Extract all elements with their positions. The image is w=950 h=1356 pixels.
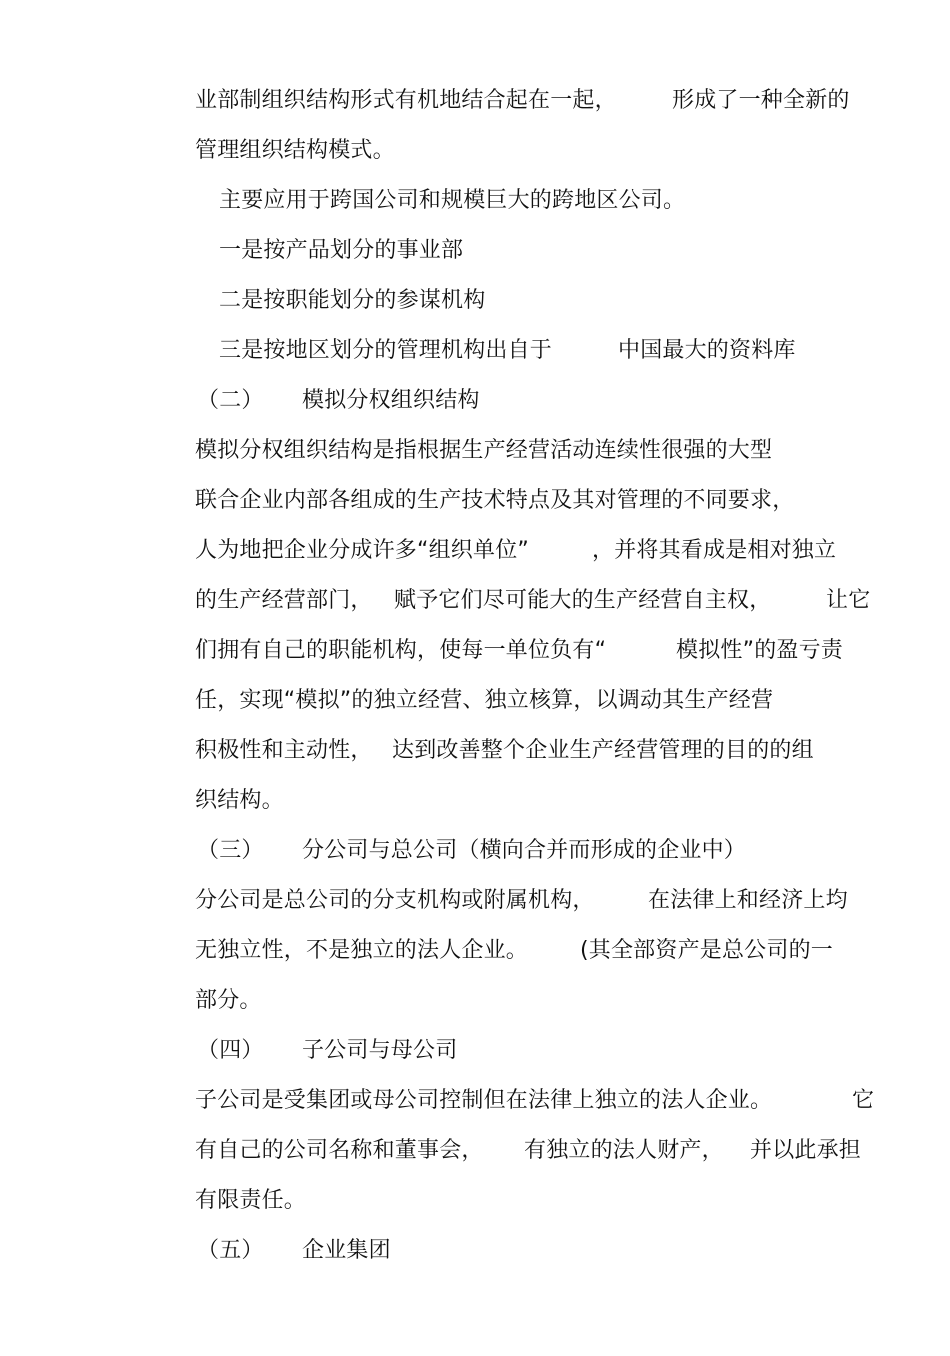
- text-segment: 赋予它们尽可能大的生产经营自主权，: [394, 588, 772, 613]
- text-segment: 模拟分权组织结构是指根据生产经营活动连续性很强的大型: [195, 438, 773, 463]
- text-segment: 管理组织结构模式。: [195, 138, 395, 163]
- section-title: 模拟分权组织结构: [302, 388, 480, 413]
- text-segment: 织结构。: [195, 788, 284, 813]
- text-segment: 并以此承担: [750, 1138, 862, 1163]
- text-segment: 有独立的法人财产，: [524, 1138, 724, 1163]
- text-segment: 无独立性，不是独立的法人企业。: [195, 938, 529, 963]
- text-segment: (其全部资产是总公司的一: [580, 938, 833, 963]
- text-segment: 子公司是受集团或母公司控制但在法律上独立的法人企业。: [195, 1088, 773, 1113]
- section-title: 企业集团: [302, 1238, 391, 1263]
- text-segment: 部分。: [195, 988, 262, 1013]
- section-number: （二）: [197, 388, 264, 413]
- text-segment: 分公司是总公司的分支机构或附属机构，: [195, 888, 595, 913]
- text-segment: 有限责任。: [195, 1188, 307, 1213]
- section-title: 分公司与总公司（横向合并而形成的企业中）: [302, 838, 747, 863]
- text-segment: 模拟性”的盈亏责: [676, 638, 843, 663]
- text-segment: 形成了一种全新的: [672, 88, 850, 113]
- text-segment: ，并将其看成是相对独立: [592, 538, 837, 563]
- text-segment: 有自己的公司名称和董事会，: [195, 1138, 484, 1163]
- text-segment: 积极性和主动性，: [195, 738, 373, 763]
- section-title: 子公司与母公司: [302, 1038, 458, 1063]
- section-number: （三）: [197, 838, 264, 863]
- text-segment: 任，实现“模拟”的独立经营、独立核算，以调动其生产经营: [195, 688, 774, 713]
- text-segment: 联合企业内部各组成的生产技术特点及其对管理的不同要求，: [195, 488, 795, 513]
- section-number: （四）: [197, 1038, 264, 1063]
- section-number: （五）: [197, 1238, 264, 1263]
- text-segment: 业部制组织结构形式有机地结合起在一起，: [195, 88, 617, 113]
- text-segment: 让它: [826, 588, 871, 613]
- text-segment: 的生产经营部门，: [195, 588, 373, 613]
- section-heading: [197, 1236, 391, 1356]
- text-segment: 中国最大的资料库: [618, 338, 796, 363]
- text-segment: 达到改善整个企业生产经营管理的目的的组: [392, 738, 814, 763]
- text-segment: 它: [852, 1088, 875, 1113]
- text-segment: 在法律上和经济上均: [648, 888, 848, 913]
- text-segment: 二是按职能划分的参谋机构: [219, 288, 486, 313]
- text-segment: 主要应用于跨国公司和规模巨大的跨地区公司。: [219, 188, 686, 213]
- text-segment: 一是按产品划分的事业部: [219, 238, 464, 263]
- text-segment: 人为地把企业分成许多“组织单位”: [195, 538, 529, 563]
- text-segment: 三是按地区划分的管理机构出自于: [219, 338, 553, 363]
- text-segment: 们拥有自己的职能机构，使每一单位负有“: [195, 638, 607, 663]
